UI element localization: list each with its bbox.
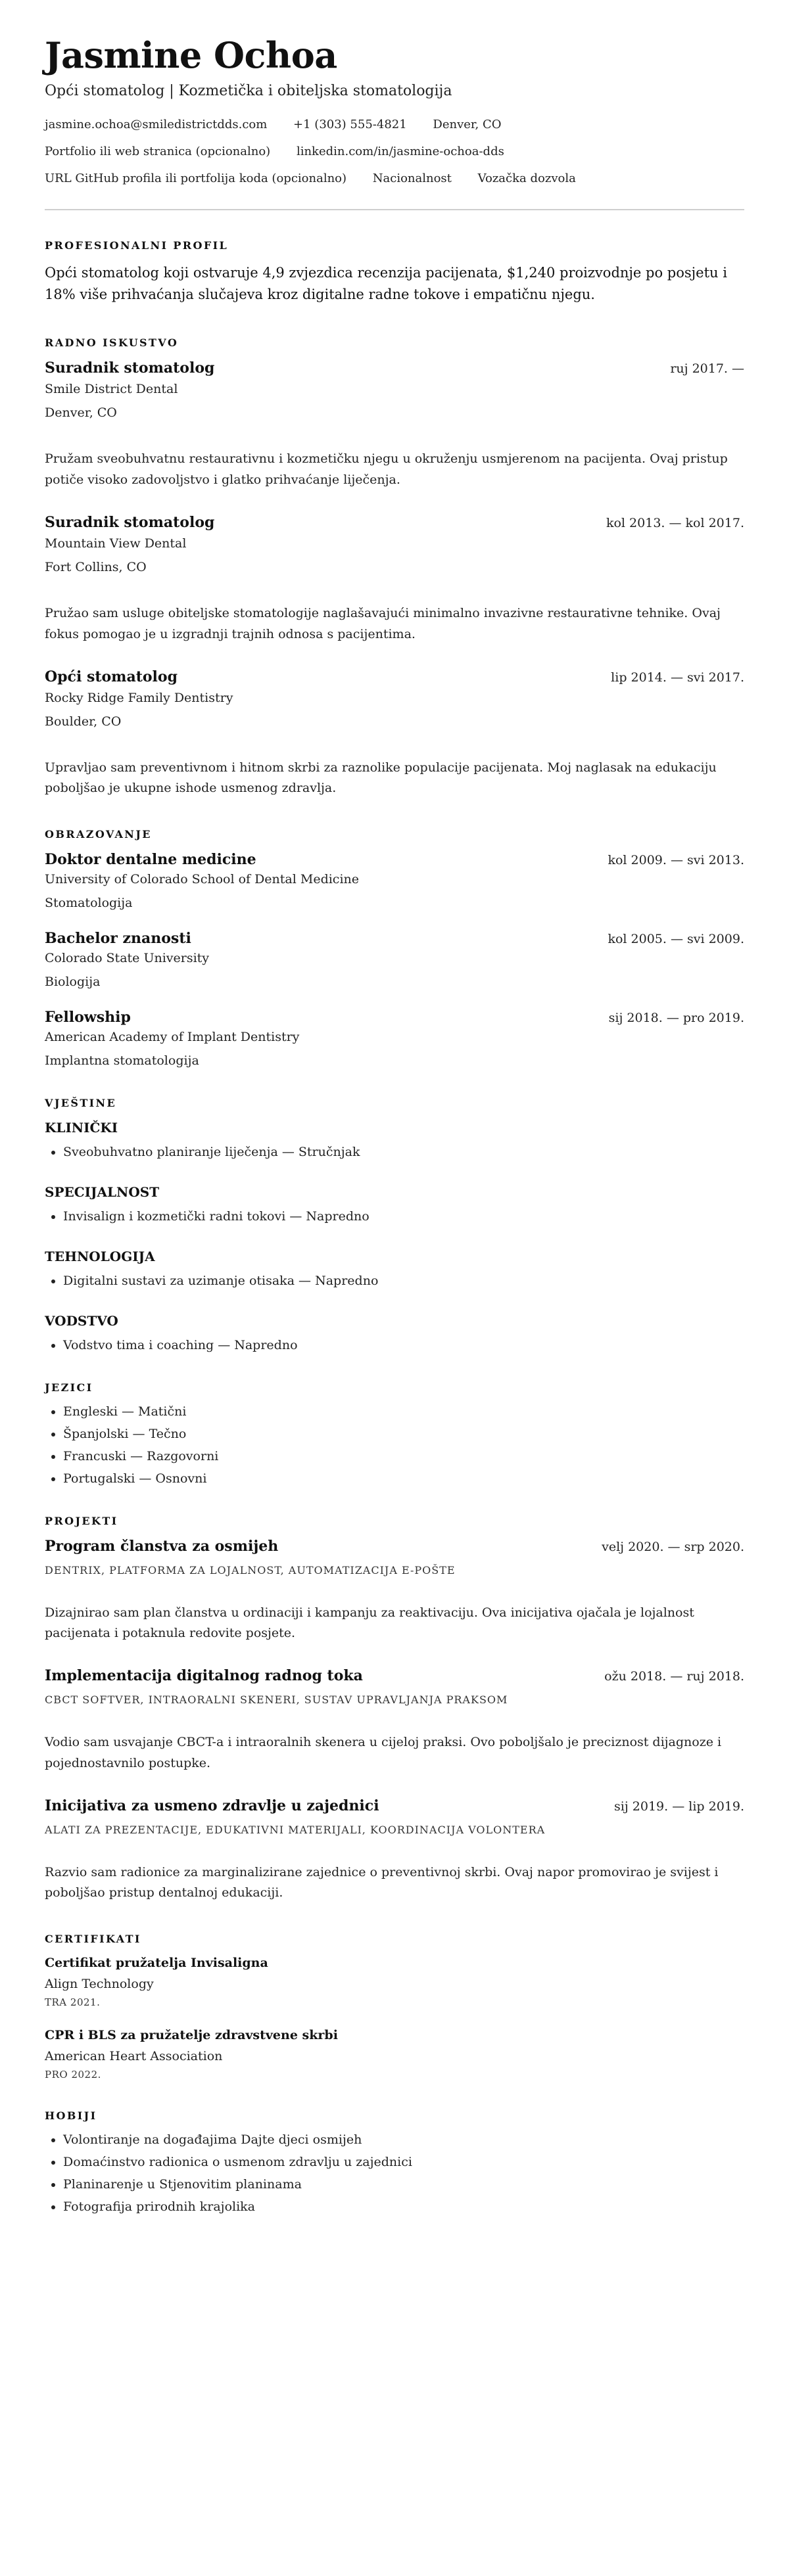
job-title: Suradnik stomatolog — [45, 514, 215, 532]
skill-list — [45, 1145, 744, 1159]
hobby-item: • Domaćinstvo radionica o usmenom zdravlju u zajednici — [63, 2155, 744, 2169]
contact-drivers-license: Vozačka dozvola — [477, 172, 576, 186]
degree-name: Bachelor znanosti — [45, 929, 191, 947]
project-dates: velj 2020. — srp 2020. — [602, 1539, 744, 1554]
project-name: Implementacija digitalnog radnog toka — [45, 1667, 363, 1685]
section-heading: RADNO ISKUSTVO — [45, 336, 179, 350]
project-description: Razvio sam radionice za marginalizirane zajednice o preventivnoj skrbi. Ovaj napor promovirao je svijest i poboljšao pristup dentalnoj edukaciji. — [45, 1864, 719, 1900]
school-name: Colorado State University — [45, 950, 210, 965]
language-item: • Engleski — Matični — [63, 1404, 744, 1419]
language-item: • Španjolski — Tečno — [63, 1427, 744, 1441]
field-of-study: Implantna stomatologija — [45, 1053, 199, 1068]
field-of-study: Stomatologija — [45, 895, 133, 910]
job-description: Pružam sveobuhvatnu restaurativnu i kozmetičku njegu u okruženju usmjerenom na pacijenta. Ovaj pristup potiče visoko zadovoljstvo i glatko prihvaćanje liječenja. — [45, 451, 728, 487]
skill-list — [45, 1209, 744, 1224]
certificate-name: Certifikat pružatelja Invisaligna — [45, 1955, 268, 1970]
certificate-entry — [45, 1956, 744, 2008]
project-name: Inicijativa za usmeno zdravlje u zajednici — [45, 1797, 379, 1814]
school-name: University of Colorado School of Dental Medicine — [45, 871, 360, 886]
contact-location: Denver, CO — [433, 118, 502, 132]
job-dates: ruj 2017. — — [670, 361, 744, 377]
experience-entry — [45, 668, 744, 799]
education-dates: kol 2009. — svi 2013. — [608, 852, 744, 867]
employer-name: Smile District Dental — [45, 382, 178, 397]
language-item: • Francuski — Razgovorni — [63, 1449, 744, 1463]
language-item: • Portugalski — Osnovni — [63, 1471, 744, 1486]
resume-page — [45, 0, 744, 2214]
section-heading: PROFESIONALNI PROFIL — [45, 239, 229, 252]
contact-phone[interactable]: +1 (303) 555-4821 — [293, 118, 407, 132]
hobby-item: • Planinarenje u Stjenovitim planinama — [63, 2177, 744, 2192]
languages-section — [45, 1381, 744, 1486]
experience-section — [45, 336, 744, 798]
education-entry — [45, 851, 744, 910]
section-heading: VJEŠTINE — [45, 1096, 117, 1109]
certificate-issuer: American Heart Association — [45, 2048, 223, 2063]
experience-entry — [45, 359, 744, 490]
job-dates: lip 2014. — svi 2017. — [611, 670, 744, 685]
skill-category: KLINIČKI — [45, 1119, 118, 1136]
contact-row — [45, 145, 744, 158]
hobby-item: • Volontiranje na događajima Dajte djeci osmijeh — [63, 2132, 744, 2147]
certificate-date: TRA 2021. — [45, 1996, 101, 2008]
hobby-list — [45, 2132, 744, 2214]
section-heading: OBRAZOVANJE — [45, 827, 152, 840]
projects-section — [45, 1515, 744, 1904]
header-divider — [45, 209, 744, 210]
resume-header — [45, 36, 744, 185]
experience-entry — [45, 514, 744, 645]
profile-section — [45, 239, 744, 305]
education-dates: kol 2005. — svi 2009. — [608, 931, 744, 946]
language-list — [45, 1404, 744, 1486]
skill-list — [45, 1338, 744, 1352]
profile-summary: Opći stomatolog koji ostvaruje 4,9 zvjezdica recenzija pacijenata, $1,240 proizvodnje po posjetu i 18% više prihvaćanja slučajeva kroz digitalne radne tokove i empatičnu njegu. — [45, 265, 727, 302]
skill-item: • Invisalign i kozmetički radni tokovi — Napredno — [63, 1209, 744, 1224]
education-section — [45, 828, 744, 1068]
degree-name: Fellowship — [45, 1008, 131, 1026]
skill-category: VODSTVO — [45, 1312, 118, 1329]
section-heading: PROJEKTI — [45, 1514, 118, 1527]
candidate-headline: Opći stomatolog | Kozmetička i obiteljska stomatologija — [45, 83, 452, 100]
hobbies-section — [45, 2109, 744, 2214]
certificate-name: CPR i BLS za pružatelje zdravstvene skrbi — [45, 2027, 338, 2042]
project-entry — [45, 1797, 744, 1904]
contact-github[interactable]: URL GitHub profila ili portfolija koda (opcionalno) — [45, 172, 347, 186]
project-entry — [45, 1538, 744, 1644]
project-technologies: DENTRIX, PLATFORMA ZA LOJALNOST, AUTOMATIZACIJA E-POŠTE — [45, 1563, 456, 1576]
education-entry — [45, 930, 744, 989]
contact-row — [45, 118, 744, 131]
skill-item: • Digitalni sustavi za uzimanje otisaka — Napredno — [63, 1274, 744, 1288]
school-name: American Academy of Implant Dentistry — [45, 1029, 300, 1044]
employer-name: Mountain View Dental — [45, 536, 187, 551]
section-heading: JEZICI — [45, 1381, 93, 1394]
project-technologies: ALATI ZA PREZENTACIJE, EDUKATIVNI MATERIJALI, KOORDINACIJA VOLONTERA — [45, 1823, 546, 1836]
certificates-section — [45, 1933, 744, 2081]
skill-list — [45, 1274, 744, 1288]
field-of-study: Biologija — [45, 974, 101, 989]
job-location: Denver, CO — [45, 405, 117, 421]
project-name: Program članstva za osmijeh — [45, 1537, 279, 1555]
contact-nationality: Nacionalnost — [372, 172, 452, 186]
contact-portfolio[interactable]: Portfolio ili web stranica (opcionalno) — [45, 145, 271, 159]
project-entry — [45, 1667, 744, 1774]
contact-row — [45, 172, 744, 185]
skill-item: • Vodstvo tima i coaching — Napredno — [63, 1338, 744, 1352]
employer-name: Rocky Ridge Family Dentistry — [45, 690, 233, 705]
certificate-date: PRO 2022. — [45, 2068, 101, 2081]
project-description: Vodio sam usvajanje CBCT-a i intraoralnih skenera u cijeloj praksi. Ovo poboljšalo je preciznost dijagnoze i pojednostavnilo postupke. — [45, 1735, 722, 1770]
education-dates: sij 2018. — pro 2019. — [608, 1010, 744, 1025]
skill-item: • Sveobuhvatno planiranje liječenja — Stručnjak — [63, 1145, 744, 1159]
skill-category: TEHNOLOGIJA — [45, 1248, 155, 1264]
job-location: Boulder, CO — [45, 714, 122, 729]
job-title: Opći stomatolog — [45, 668, 178, 685]
section-heading: HOBIJI — [45, 2109, 97, 2122]
job-description: Pružao sam usluge obiteljske stomatologije naglašavajući minimalno invazivne restaurativne tehnike. Ovaj fokus pomogao je u izgradnji trajnih odnosa s pacijentima. — [45, 606, 721, 641]
job-location: Fort Collins, CO — [45, 560, 147, 575]
certificate-entry — [45, 2028, 744, 2081]
candidate-name: Jasmine Ochoa — [45, 34, 337, 76]
education-entry — [45, 1009, 744, 1068]
job-description: Upravljao sam preventivnom i hitnom skrbi za raznolike populacije pacijenata. Moj naglasak na edukaciju poboljšao je ukupne ishode usmenog zdravlja. — [45, 760, 717, 796]
section-heading: CERTIFIKATI — [45, 1932, 141, 1945]
degree-name: Doktor dentalne medicine — [45, 850, 256, 868]
job-dates: kol 2013. — kol 2017. — [606, 516, 744, 531]
contact-email[interactable]: jasmine.ochoa@smiledistrictdds.com — [45, 118, 268, 132]
project-dates: sij 2019. — lip 2019. — [614, 1799, 744, 1814]
project-description: Dizajnirao sam plan članstva u ordinaciji i kampanju za reaktivaciju. Ova inicijativa ojačala je lojalnost pacijenata i potaknula redovite posjete. — [45, 1605, 694, 1640]
hobby-item: • Fotografija prirodnih krajolika — [63, 2199, 744, 2214]
project-dates: ožu 2018. — ruj 2018. — [604, 1669, 744, 1684]
contact-linkedin[interactable]: linkedin.com/in/jasmine-ochoa-dds — [296, 145, 504, 159]
skills-section — [45, 1097, 744, 1352]
certificate-issuer: Align Technology — [45, 1976, 154, 1991]
job-title: Suradnik stomatolog — [45, 359, 215, 377]
project-technologies: CBCT SOFTVER, INTRAORALNI SKENERI, SUSTAV UPRAVLJANJA PRAKSOM — [45, 1693, 508, 1707]
skill-category: SPECIJALNOST — [45, 1184, 160, 1200]
